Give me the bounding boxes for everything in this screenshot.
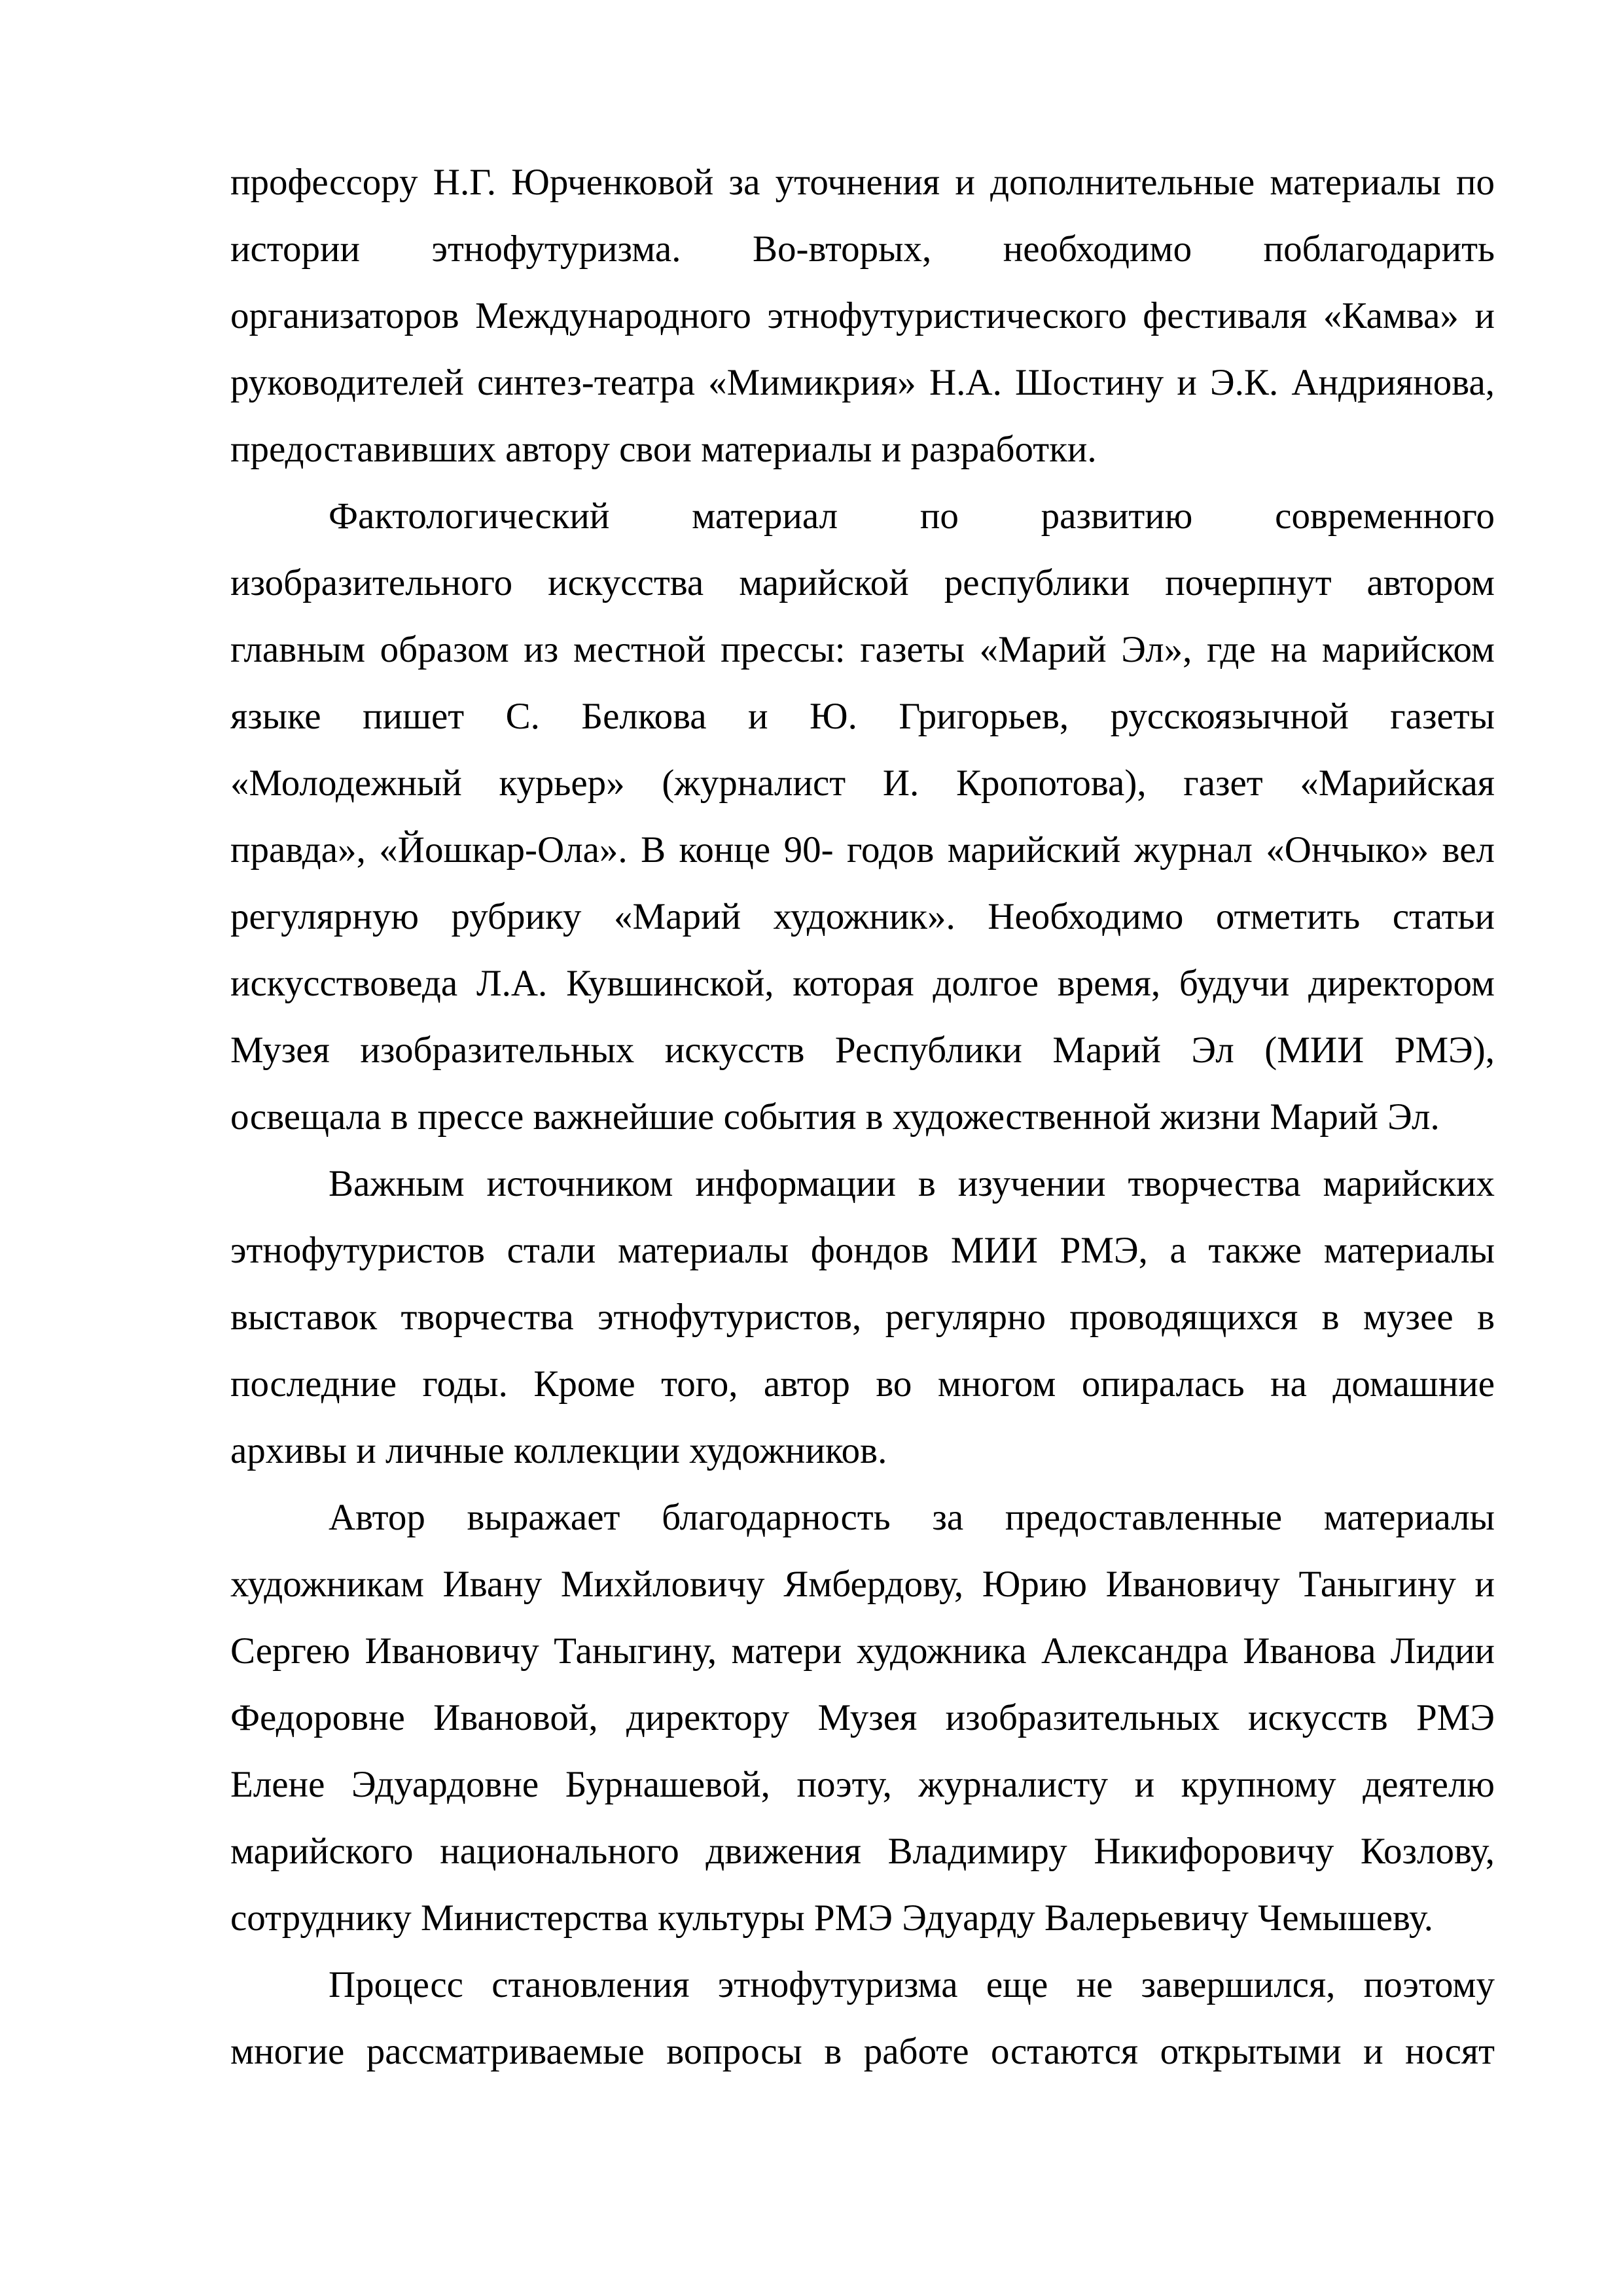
text-line: регулярную рубрику «Марий художник». Необходимо отметить статьи <box>230 896 1495 937</box>
text-line: искусствоведа Л.А. Кувшинской, которая долгое время, будучи директором <box>230 963 1495 1004</box>
text-line: Сергею Ивановичу Таныгину, матери художника Александра Иванова Лидии <box>230 1630 1495 1672</box>
text-line: художникам Ивану Михйловичу Ямбердову, Юрию Ивановичу Таныгину и <box>230 1564 1495 1605</box>
text-line: профессору Н.Г. Юрченковой за уточнения и дополнительные материалы по <box>230 162 1495 203</box>
text-line: этнофутуристов стали материалы фондов МИИ РМЭ, а также материалы <box>230 1230 1495 1271</box>
text-line: истории этнофутуризма. Во-вторых, необходимо поблагодарить <box>230 228 1495 270</box>
text-line: Федоровне Ивановой, директору Музея изобразительных искусств РМЭ <box>230 1697 1495 1738</box>
text-line: главным образом из местной прессы: газеты «Марий Эл», где на марийском <box>230 629 1495 670</box>
text-line: сотруднику Министерства культуры РМЭ Эдуарду Валерьевичу Чемышеву. <box>230 1897 1434 1939</box>
text-line: Автор выражает благодарность за предоставленные материалы <box>329 1497 1495 1538</box>
text-line: выставок творчества этнофутуристов, регулярно проводящихся в музее в <box>230 1297 1495 1338</box>
text-line: многие рассматриваемые вопросы в работе остаются открытыми и носят <box>230 2031 1495 2072</box>
text-line: марийского национального движения Владимиру Никифоровичу Козлову, <box>230 1831 1495 1872</box>
text-line: Важным источником информации в изучении творчества марийских <box>329 1163 1495 1204</box>
text-line: руководителей синтез-театра «Мимикрия» Н.А. Шостину и Э.К. Андриянова, <box>230 362 1495 403</box>
text-line: «Молодежный курьер» (журналист И. Кропотова), газет «Марийская <box>230 762 1495 804</box>
text-line: Музея изобразительных искусств Республики Марий Эл (МИИ РМЭ), <box>230 1030 1495 1071</box>
text-line: архивы и личные коллекции художников. <box>230 1430 887 1471</box>
text-line: последние годы. Кроме того, автор во многом опиралась на домашние <box>230 1363 1495 1405</box>
text-line: Процесс становления этнофутуризма еще не завершился, поэтому <box>329 1964 1495 2005</box>
text-line: освещала в прессе важнейшие события в художественной жизни Марий Эл. <box>230 1096 1440 1138</box>
text-line: Фактологический материал по развитию современного <box>329 495 1495 537</box>
text-line: правда», «Йошкар-Ола». В конце 90- годов марийский журнал «Ончыко» вел <box>230 829 1495 870</box>
text-line: Елене Эдуардовне Бурнашевой, поэту, журналисту и крупному деятелю <box>230 1764 1495 1805</box>
text-line: языке пишет С. Белкова и Ю. Григорьев, русскоязычной газеты <box>230 696 1495 737</box>
text-line: организаторов Международного этнофутуристического фестиваля «Камва» и <box>230 295 1495 336</box>
body-text <box>230 149 1495 2085</box>
text-line: предоставивших автору свои материалы и разработки. <box>230 429 1097 470</box>
text-line: изобразительного искусства марийской республики почерпнут автором <box>230 562 1495 603</box>
